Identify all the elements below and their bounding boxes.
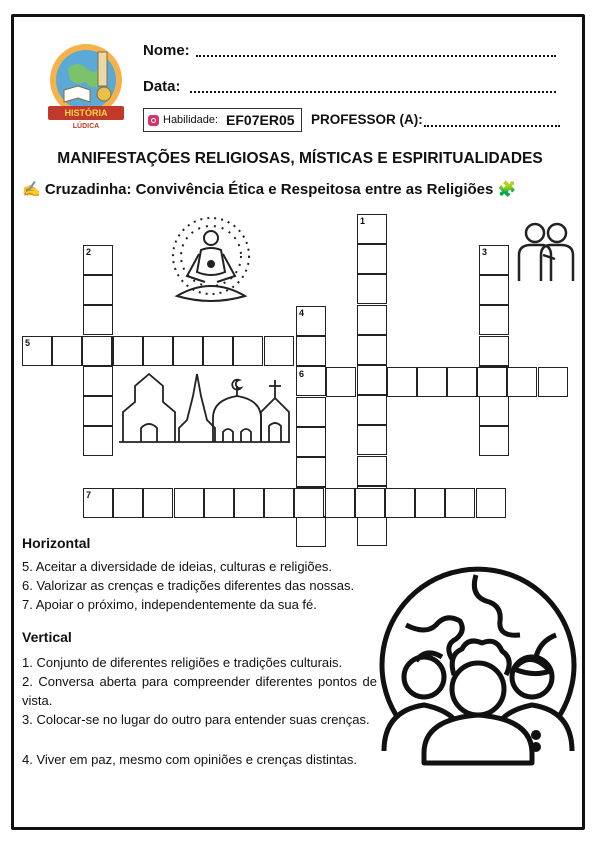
crossword-cell[interactable] — [387, 367, 417, 397]
vertical-clue-3: 3. Colocar-se no lugar do outro para entender suas crenças. — [22, 712, 370, 727]
crossword-cell[interactable] — [234, 488, 264, 518]
crossword-cell[interactable] — [357, 516, 387, 546]
vertical-clue-4: 4. Viver em paz, mesmo com opiniões e crenças distintas. — [22, 752, 358, 767]
crossword-cell[interactable] — [296, 397, 326, 427]
crossword-cell[interactable] — [113, 488, 143, 518]
temples-icon — [117, 372, 292, 444]
crossword-cell[interactable] — [479, 305, 509, 335]
friends-icon — [513, 221, 579, 283]
horizontal-clue-5: 5. Aceitar a diversidade de ideias, culturas e religiões. — [22, 559, 333, 574]
page-title: MANIFESTAÇÕES RELIGIOSAS, MÍSTICAS E ESPIRITUALIDADES — [57, 150, 543, 167]
crossword-cell[interactable] — [325, 488, 355, 518]
clue-number: 6 — [299, 369, 305, 379]
crossword-cell[interactable] — [204, 488, 234, 518]
crossword-cell[interactable] — [143, 336, 173, 366]
date-field[interactable] — [190, 91, 556, 93]
crossword-cell[interactable] — [479, 275, 509, 305]
crossword-cell[interactable] — [264, 488, 294, 518]
crossword-cell[interactable] — [357, 274, 387, 304]
crossword-cell[interactable] — [447, 367, 477, 397]
teacher-field[interactable] — [424, 125, 560, 127]
crossword-cell[interactable] — [479, 396, 509, 426]
crossword-cell[interactable] — [203, 336, 233, 366]
crossword-cell[interactable] — [294, 488, 324, 518]
crossword-cell[interactable] — [82, 336, 112, 366]
crossword-cell[interactable] — [264, 336, 294, 366]
clue-number: 4 — [299, 308, 305, 318]
crossword-cell[interactable] — [507, 367, 537, 397]
crossword-cell[interactable] — [357, 244, 387, 274]
skill-code: EF07ER05 — [226, 112, 295, 128]
teacher-label: PROFESSOR (A): — [311, 112, 423, 127]
logo-text-1: HISTÓRIA — [64, 108, 108, 118]
crossword-cell[interactable] — [83, 305, 113, 335]
crossword-cell[interactable] — [415, 488, 445, 518]
crossword-cell[interactable] — [355, 488, 385, 518]
crossword-cell[interactable] — [296, 427, 326, 457]
historia-ludica-logo — [40, 38, 132, 130]
crossword-cell[interactable] — [296, 457, 326, 487]
date-label: Data: — [143, 78, 181, 95]
name-label: Nome: — [143, 42, 190, 59]
horizontal-clue-7: 7. Apoiar o próximo, independentemente da sua fé. — [22, 597, 317, 612]
vertical-clue-1: 1. Conjunto de diferentes religiões e tradições culturais. — [22, 655, 343, 670]
crossword-cell[interactable] — [83, 396, 113, 426]
crossword-cell[interactable] — [357, 425, 387, 455]
globe-people-icon — [376, 565, 580, 769]
crossword-cell[interactable] — [296, 517, 326, 547]
crossword-cell[interactable] — [385, 488, 415, 518]
crossword-cell[interactable] — [83, 366, 113, 396]
crossword-cell[interactable] — [143, 488, 173, 518]
instagram-icon — [148, 115, 159, 126]
crossword-cell[interactable] — [476, 488, 506, 518]
name-field[interactable] — [196, 55, 556, 57]
skill-label: Habilidade: — [163, 114, 219, 126]
clue-number: 5 — [25, 338, 31, 348]
crossword-cell[interactable] — [479, 426, 509, 456]
clue-number: 2 — [86, 247, 92, 257]
logo-text-2: LÚDICA — [72, 123, 100, 130]
crossword-cell[interactable] — [357, 395, 387, 425]
crossword-cell[interactable] — [357, 335, 387, 365]
crossword-cell[interactable] — [477, 367, 507, 397]
crossword-cell[interactable] — [113, 336, 143, 366]
crossword-cell[interactable] — [357, 365, 387, 395]
meditation-icon — [163, 214, 259, 310]
crossword-cell[interactable] — [357, 305, 387, 335]
clue-number: 3 — [482, 247, 488, 257]
crossword-cell[interactable] — [52, 336, 82, 366]
crossword-cell[interactable] — [357, 456, 387, 486]
crossword-cell[interactable] — [445, 488, 475, 518]
crossword-cell[interactable] — [83, 426, 113, 456]
crossword-cell[interactable] — [233, 336, 263, 366]
crossword-cell[interactable] — [417, 367, 447, 397]
crossword-cell[interactable] — [174, 488, 204, 518]
clue-number: 7 — [86, 490, 92, 500]
crossword-cell[interactable] — [479, 336, 509, 366]
skill-box — [143, 108, 302, 132]
horizontal-clue-6: 6. Valorizar as crenças e tradições diferentes das nossas. — [22, 578, 355, 593]
crossword-cell[interactable] — [296, 336, 326, 366]
vertical-clue-2: 2. Conversa aberta para compreender diferentes pontos de vista. — [22, 674, 377, 708]
crossword-cell[interactable] — [538, 367, 568, 397]
page-subtitle: ✍️ Cruzadinha: Convivência Ética e Respeitosa entre as Religiões 🧩 — [22, 181, 517, 198]
clue-number: 1 — [360, 216, 366, 226]
crossword-cell[interactable] — [83, 275, 113, 305]
horizontal-title: Horizontal — [22, 535, 91, 551]
crossword-cell[interactable] — [173, 336, 203, 366]
crossword-cell[interactable] — [326, 367, 356, 397]
vertical-title: Vertical — [22, 629, 72, 645]
